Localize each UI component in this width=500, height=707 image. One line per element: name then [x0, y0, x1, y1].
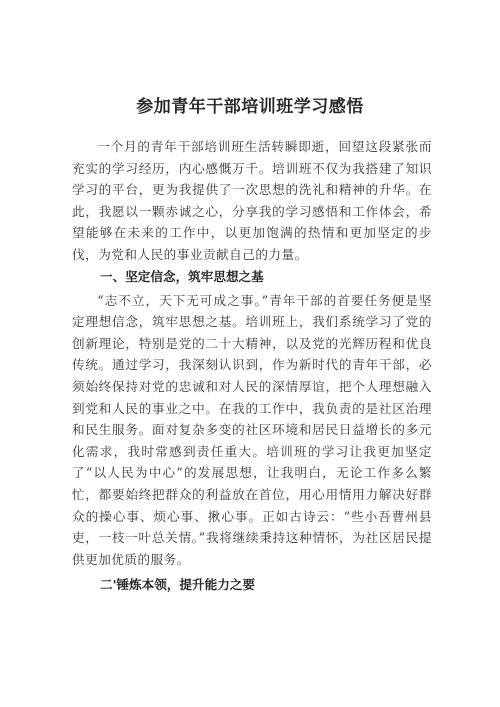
section-2-heading: 二'锤炼本领，提升能力之要: [100, 577, 255, 593]
document-title: 参加青年干部培训班学习感悟: [136, 97, 364, 117]
section-1-heading: 一、坚定信念，筑牢思想之基: [100, 268, 264, 284]
intro-paragraph: 一个月的青年干部培训班生活转瞬即逝，回望这段紧张而充实的学习经历，内心感慨万千。培训班不仅为我搭建了知识学习的平台，更为我提供了一次思想的洗礼和精神的升华。在此，我愿以一颗赤诚之心，分享我的学习感悟和工作体会，希望能够在未来的工作中，以更加饱满的热情和更加坚定的步伐，为党和人民的事业贡献自己的力量。: [72, 139, 432, 262]
document-body: [72, 136, 432, 598]
section-1-paragraph: “志不立，天下无可成之事。”青年干部的首要任务便是坚定理想信念，筑牢思想之基。培训班上，我们系统学习了党的创新理论，特别是党的二十大精神，以及党的光辉历程和优良传统。通过学习，我深刻认识到，作为新时代的青年干部，必须始终保持对党的忠诚和对人民的深情厚谊，把个人理想融入到党和人民的事业之中。在我的工作中，我负责的是社区治理和民生服务。面对复杂多变的社区环境和居民日益增长的多元化需求，我时常感到责任重大。培训班的学习让我更加坚定了“以人民为中心”的发展思想，让我明白，无论工作多么繁忙，都要始终把群众的利益放在首位，用心用情用力解决好群众的操心事、烦心事、揪心事。正如古诗云：“些小吾曹州县吏，一枝一叶总关情。”我将继续秉持这种情怀，为社区居民提供更加优质的服务。: [72, 292, 432, 567]
